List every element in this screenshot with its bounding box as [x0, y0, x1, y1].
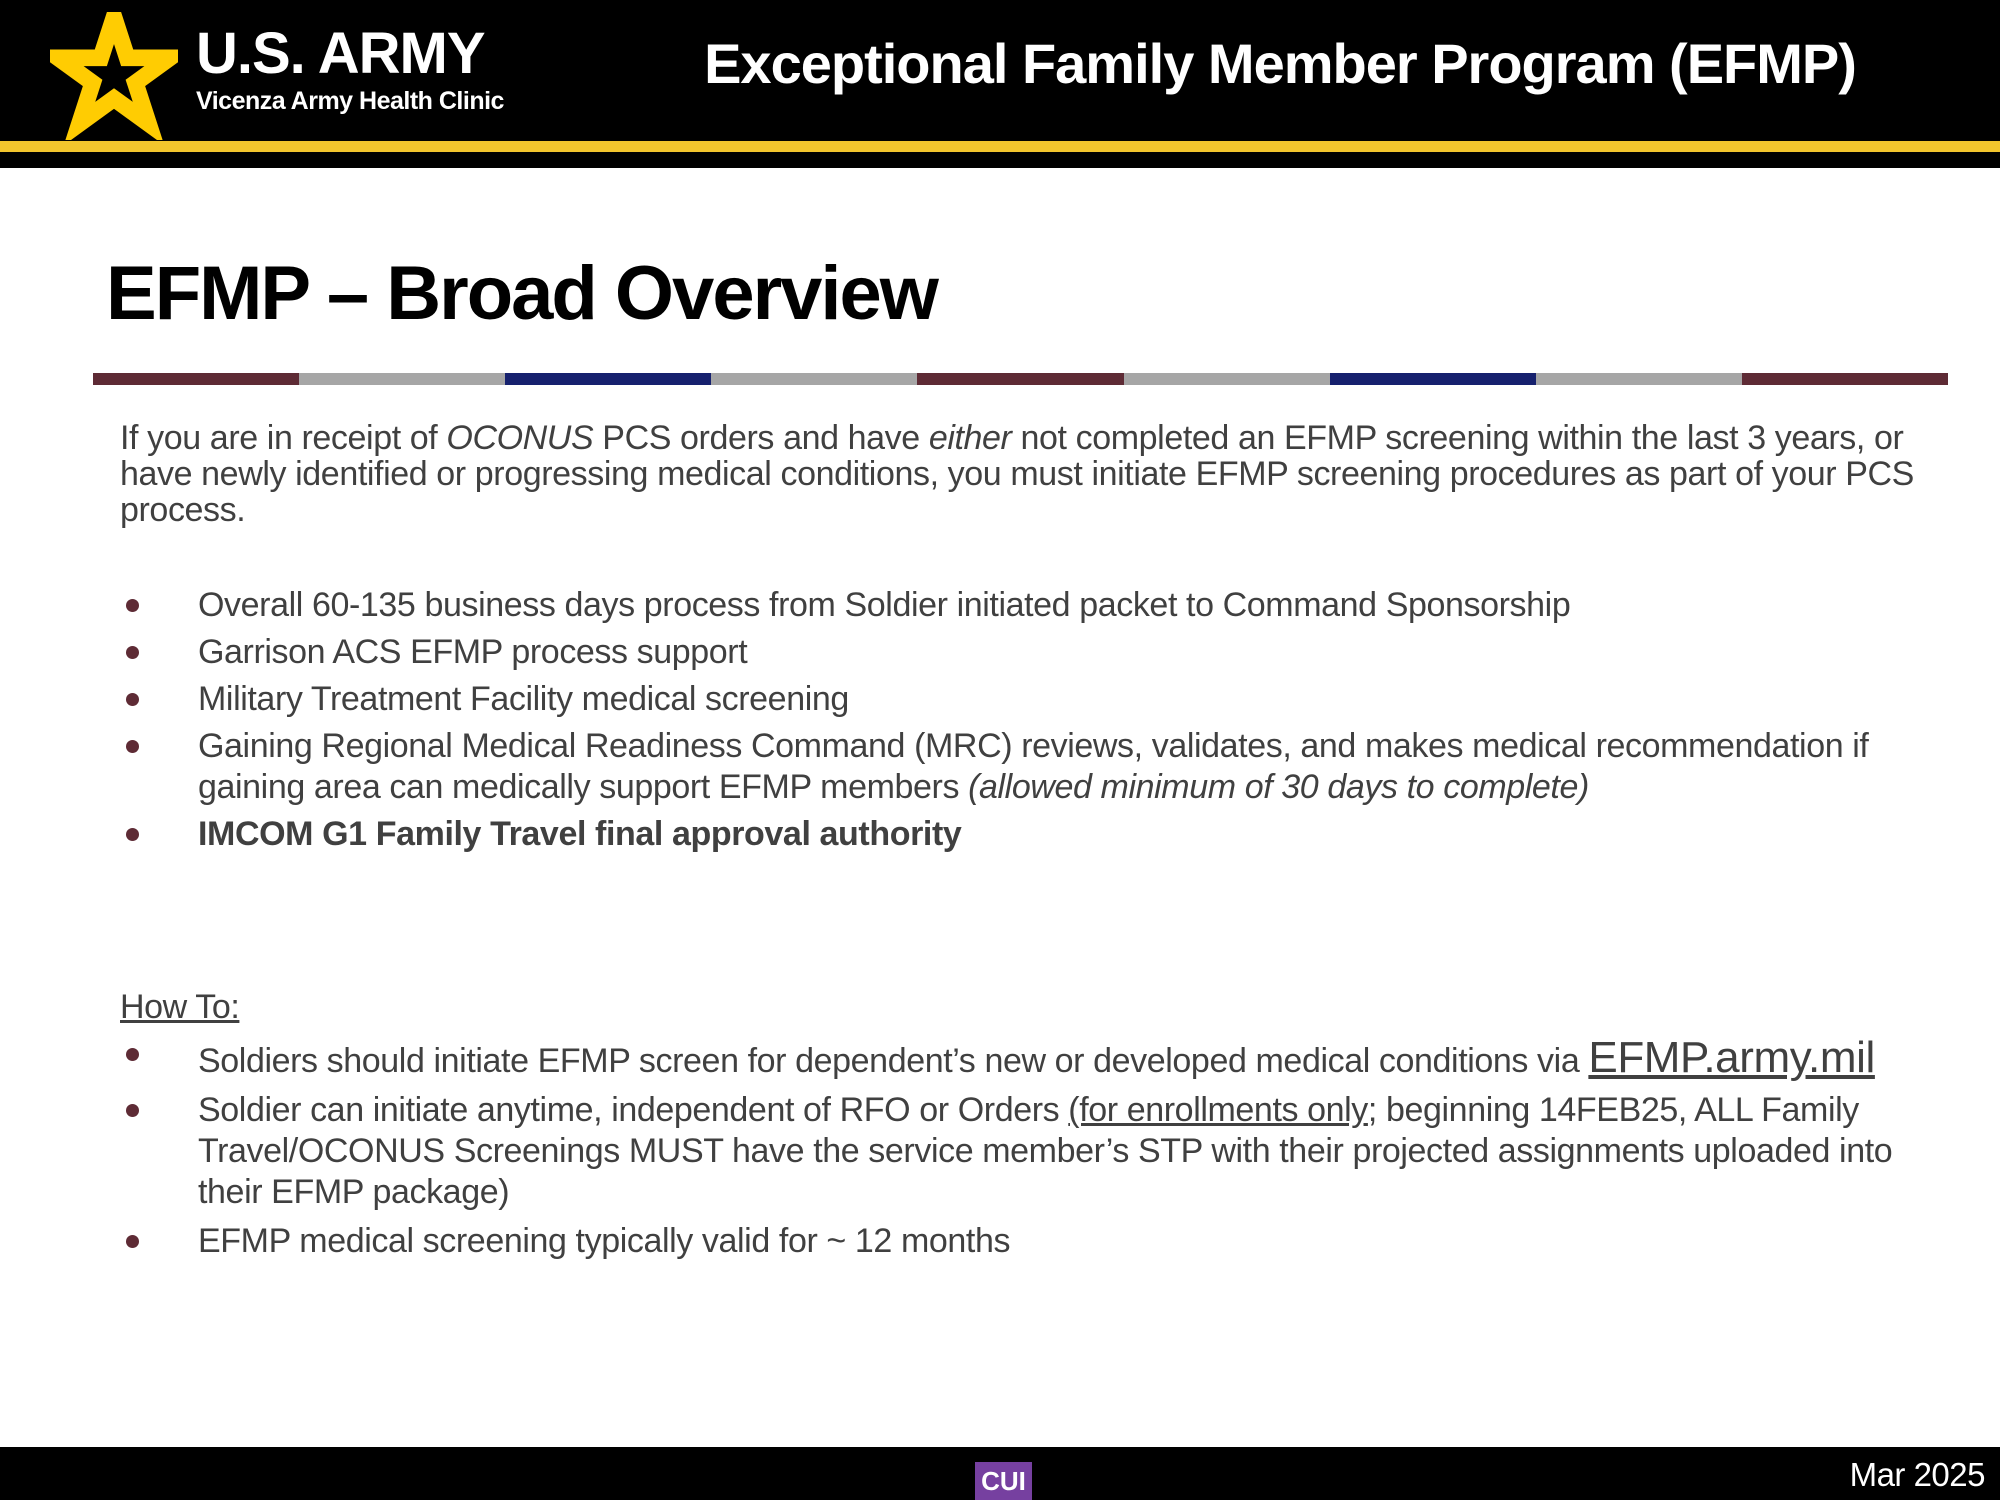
footer-date: Mar 2025	[1849, 1456, 1985, 1493]
bullet-text: Gaining Regional Medical Readiness Command (MRC) reviews, validates, and makes medical recommendation if gaining area can medically support EFMP members	[198, 727, 1869, 806]
bullet-text: Soldiers should initiate EFMP screen for dependent’s new or developed medical conditions via	[198, 1042, 1589, 1080]
list-item	[120, 585, 1952, 626]
brand-title: U.S. ARMY	[196, 21, 485, 86]
divider-segment	[1330, 373, 1536, 385]
brand-block	[196, 21, 504, 116]
page-title: EFMP – Broad Overview	[106, 251, 937, 336]
intro-run-italic: OCONUS	[446, 419, 594, 457]
how-to-bullet-list	[120, 1034, 1952, 1270]
bullet-text: Soldier can initiate anytime, independent of RFO or Orders	[198, 1091, 1069, 1129]
black-strip	[0, 152, 2000, 168]
bullet-icon	[126, 599, 139, 612]
slide-header-bar	[0, 0, 2000, 141]
list-item	[120, 814, 1952, 855]
list-item	[120, 1034, 1952, 1082]
list-item	[120, 632, 1952, 673]
header-title: Exceptional Family Member Program (EFMP)	[704, 32, 1856, 95]
bullet-text: Overall 60-135 business days process from Soldier initiated packet to Command Sponsorship	[198, 586, 1571, 624]
bullet-text: Garrison ACS EFMP process support	[198, 633, 748, 671]
divider-segment	[1536, 373, 1742, 385]
gold-stripe	[0, 141, 2000, 152]
section-divider-bar	[93, 373, 1948, 385]
divider-segment	[93, 373, 299, 385]
intro-run-italic: either	[928, 419, 1012, 457]
intro-paragraph	[120, 420, 1915, 528]
cui-label: CUI	[981, 1465, 1026, 1496]
divider-segment	[1742, 373, 1948, 385]
how-to-heading: How To:	[120, 988, 240, 1026]
bullet-text: ; beginning 14FEB25, ALL Family Travel/OCONUS Screenings MUST have the service member’s STP with their projected assignments uploaded into their EFMP package)	[198, 1091, 1893, 1211]
bullet-icon	[126, 693, 139, 706]
divider-segment	[1124, 373, 1330, 385]
list-item	[120, 679, 1952, 720]
bullet-text: Military Treatment Facility medical screening	[198, 680, 849, 718]
army-star-icon	[50, 12, 178, 140]
cui-badge	[975, 1462, 1032, 1500]
divider-segment	[505, 373, 711, 385]
bullet-icon	[126, 1104, 139, 1117]
bullet-icon	[126, 1235, 139, 1248]
intro-run: PCS orders and have	[593, 419, 929, 457]
bullet-icon	[126, 1048, 139, 1061]
intro-run: not completed an EFMP screening within the last 3 years, or have newly identified or progressing medical conditions, you must initiate EFMP screening procedures as part of your PCS process.	[120, 419, 1914, 529]
divider-segment	[299, 373, 505, 385]
list-item	[120, 1090, 1952, 1213]
main-bullet-list	[120, 585, 1952, 861]
efmp-army-mil-link[interactable]: EFMP.army.mil	[1588, 1033, 1875, 1082]
list-item	[120, 726, 1952, 808]
bullet-icon	[126, 646, 139, 659]
bullet-text-bold: IMCOM G1 Family Travel final approval authority	[198, 815, 962, 853]
brand-subtitle: Vicenza Army Health Clinic	[196, 87, 504, 115]
header-title-wrap	[560, 0, 2000, 141]
bullet-text-italic: (allowed minimum of 30 days to complete)	[968, 768, 1589, 806]
list-item	[120, 1221, 1952, 1262]
intro-run: If you are in receipt of	[120, 419, 447, 457]
bullet-icon	[126, 740, 139, 753]
bullet-text-underline: (for enrollments only	[1068, 1091, 1368, 1129]
divider-segment	[917, 373, 1123, 385]
bullet-icon	[126, 828, 139, 841]
bullet-text: EFMP medical screening typically valid for ~ 12 months	[198, 1222, 1011, 1260]
divider-segment	[711, 373, 917, 385]
